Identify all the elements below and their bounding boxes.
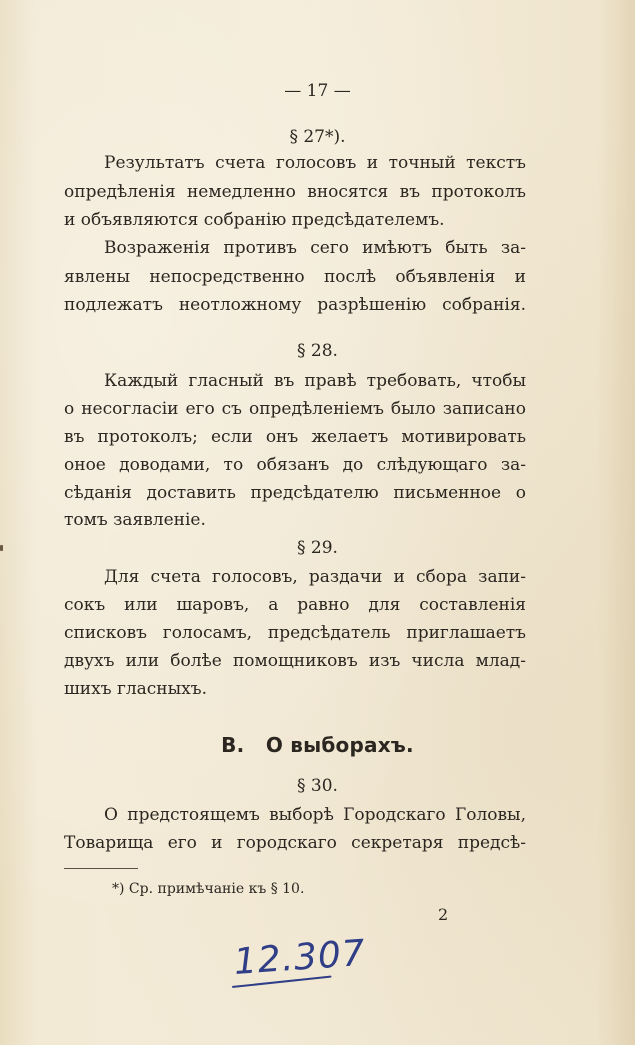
text-line: опредѣленія немедленно вносятся въ протоколъ [64,182,526,202]
text-line: Товарища его и городскаго секретаря предсѣ- [64,833,526,853]
footnote-rule [64,868,138,869]
text-line: и объявляются собранію предсѣдателемъ. [64,210,445,230]
text-line: подлежатъ неотложному разрѣшенію собранія. [64,295,526,315]
page-number: — 17 — [284,81,351,101]
text-line: сѣданія доставить предсѣдателю письменное о [64,483,526,503]
text-line: двухъ или болѣе помощниковъ изъ числа млад- [64,651,526,671]
text-line: оное доводами, то обязанъ до слѣдующаго за- [64,455,526,475]
section-30-heading: § 30. [297,776,338,796]
part-heading: В. О выборахъ. [221,733,414,757]
footnote: *) Ср. примѣчаніе къ § 10. [112,881,305,897]
text-line: О предстоящемъ выборѣ Городскаго Головы, [104,805,526,825]
text-line: Результатъ счета голосовъ и точный текстъ [104,153,526,173]
handwritten-number: 12.307 [232,932,368,983]
text-line: томъ заявленіе. [64,510,206,530]
text-line: Возраженія противъ сего имѣютъ быть за- [104,238,526,258]
paper-mark [0,545,3,551]
text-line: шихъ гласныхъ. [64,679,207,699]
text-line: сокъ или шаровъ, а равно для составленія [64,595,526,615]
text-line: Каждый гласный въ правѣ требовать, чтобы [104,371,526,391]
text-line: въ протоколъ; если онъ желаетъ мотивировать [64,427,526,447]
text-line: Для счета голосовъ, раздачи и сбора запи- [104,567,526,587]
section-27-heading: § 27*). [289,127,346,147]
text-line: явлены непосредственно послѣ объявленія и [64,267,526,287]
text-line: о несогласіи его съ опредѣленіемъ было записано [64,399,526,419]
sheet-signature: 2 [438,905,449,924]
text-line: списковъ голосамъ, предсѣдатель приглашаетъ [64,623,526,643]
section-29-heading: § 29. [297,538,338,558]
section-28-heading: § 28. [297,341,338,361]
